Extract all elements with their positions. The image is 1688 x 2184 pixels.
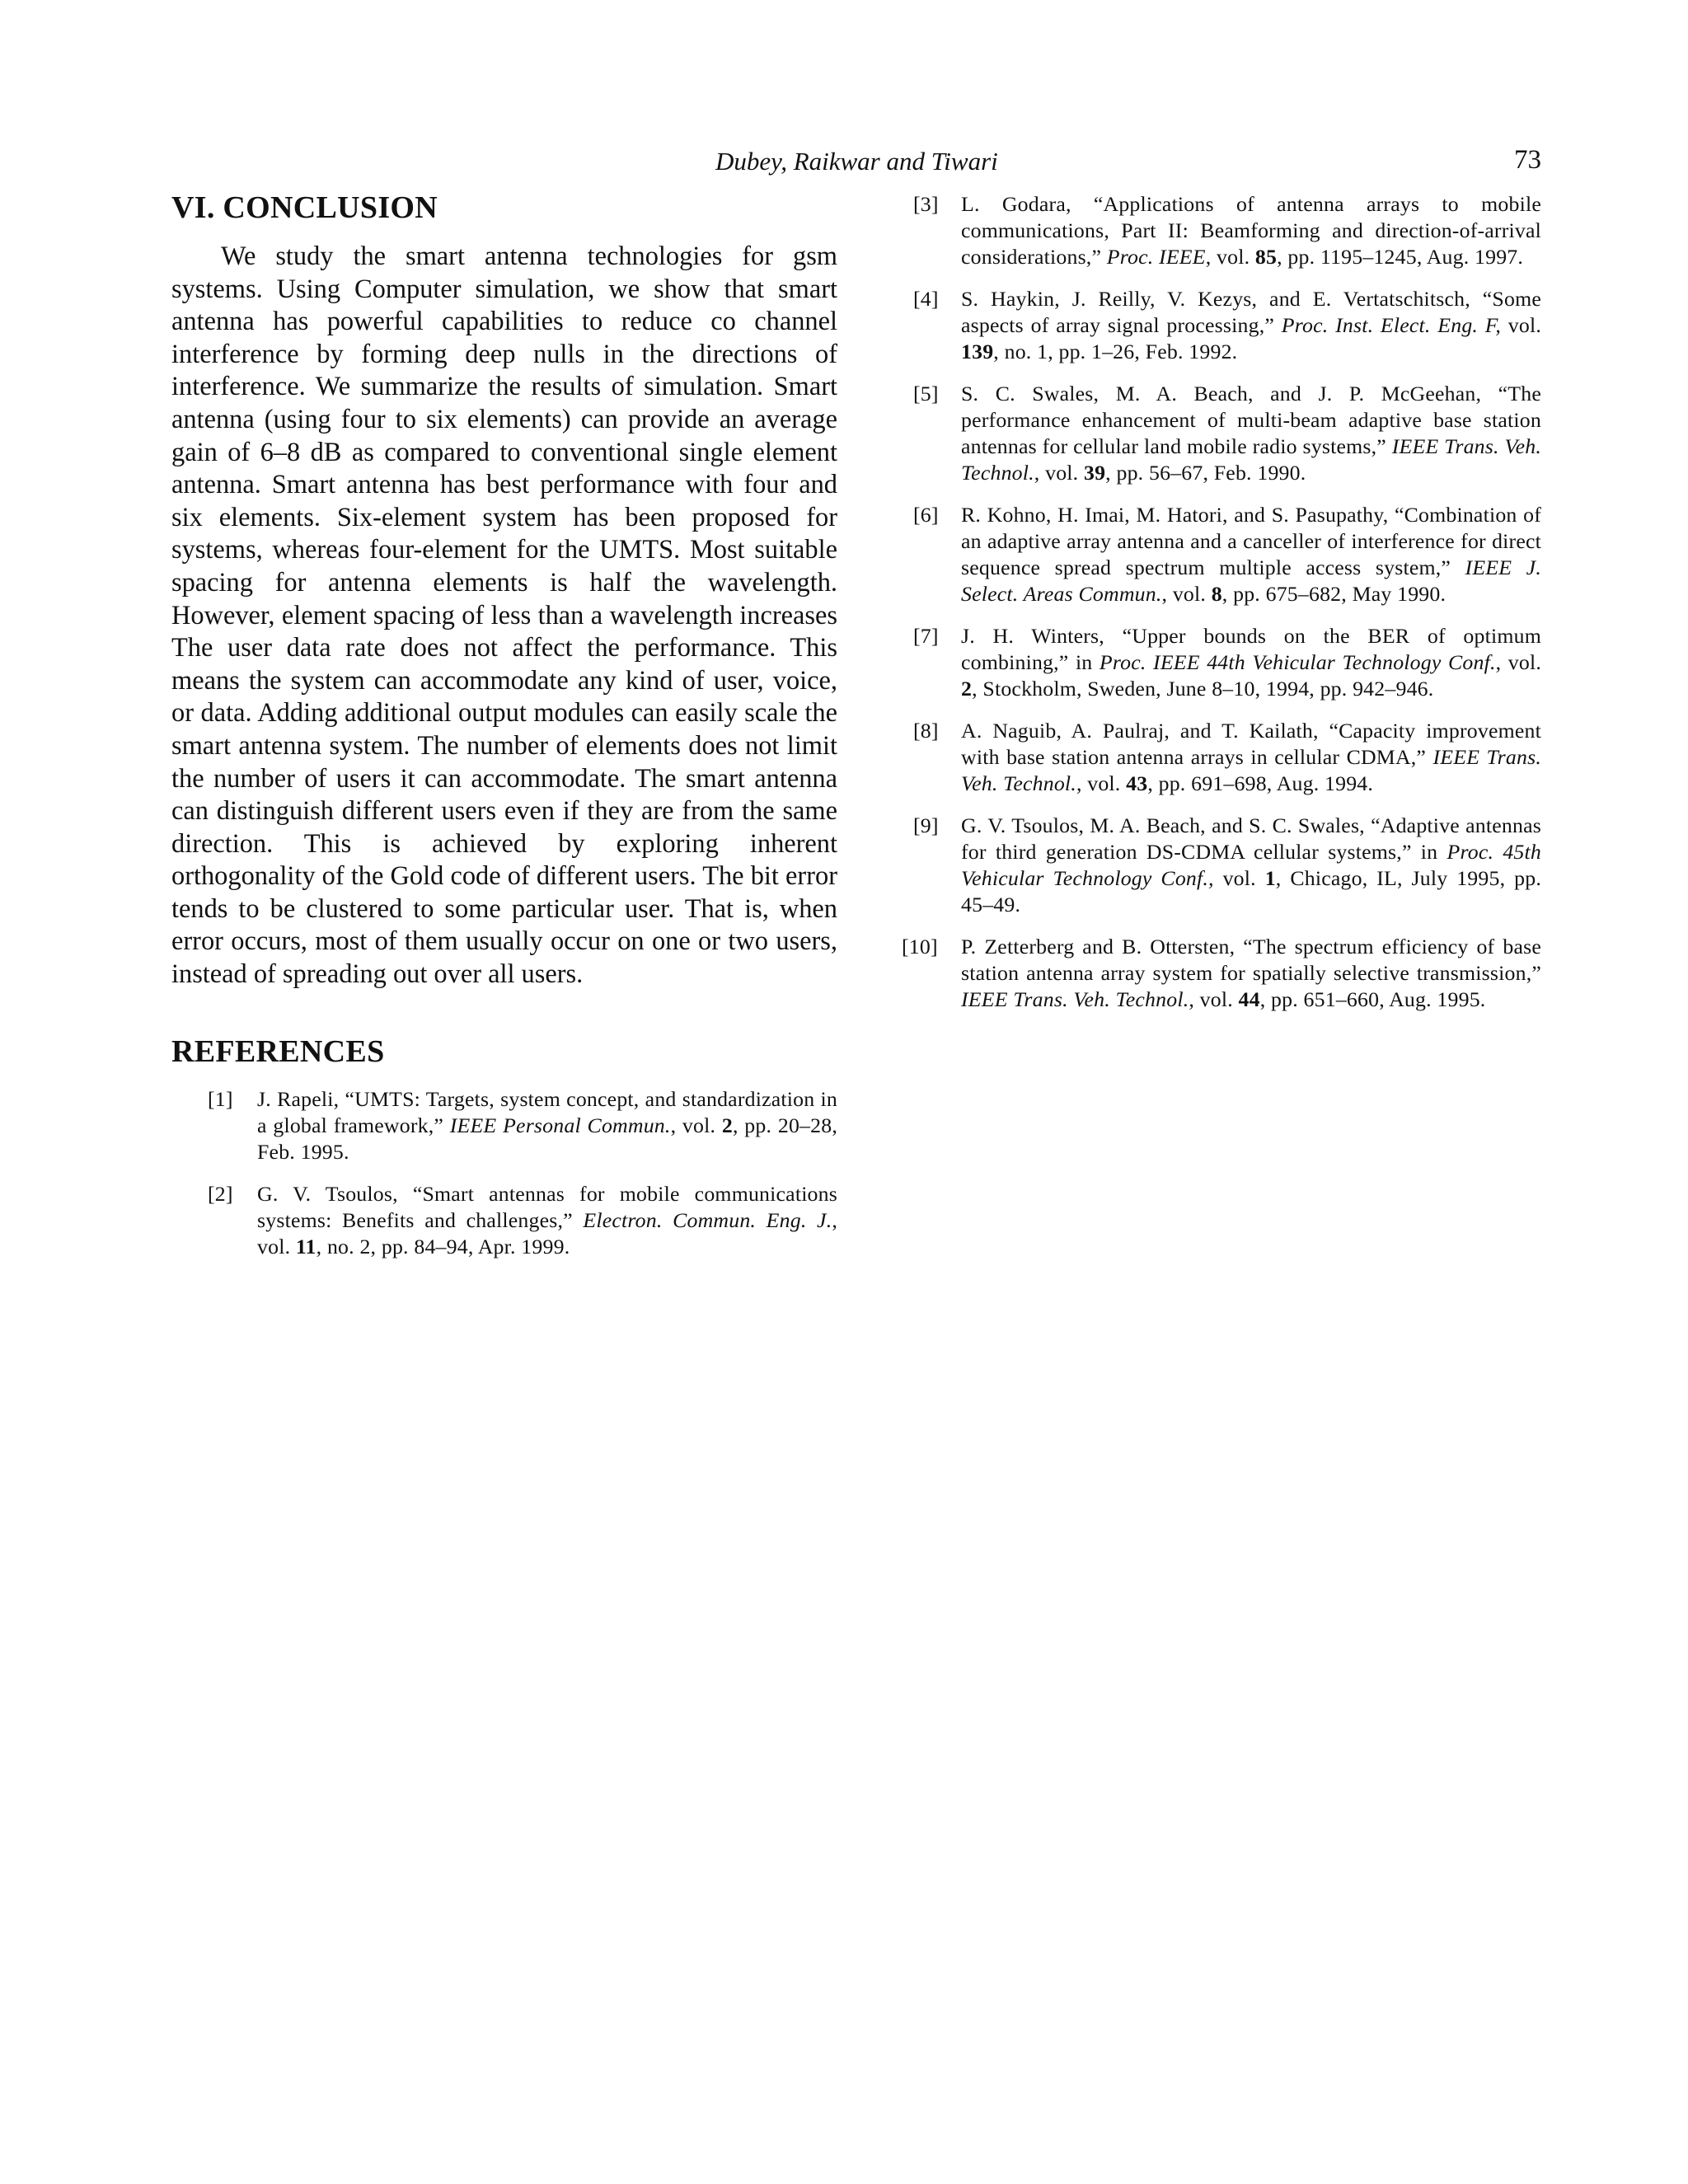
reference-authors: G. V. Tsoulos, M. A. Beach, and S. C. Swales,: [961, 813, 1372, 837]
reference-9: [900, 813, 1541, 918]
reference-authors: A. Naguib, A. Paulraj, and T. Kailath,: [961, 719, 1329, 743]
reference-vol-prefix: , vol.: [1161, 582, 1212, 606]
reference-6: [900, 502, 1541, 607]
reference-4: [900, 286, 1541, 365]
reference-details: , pp. 691–698, Aug. 1994.: [1147, 771, 1374, 795]
reference-authors: G. V. Tsoulos,: [257, 1181, 413, 1206]
reference-number: [10]: [902, 935, 938, 958]
running-header-authors: Dubey, Raikwar and Tiwari: [715, 147, 998, 176]
reference-3: [900, 191, 1541, 270]
reference-details: , pp. 675–682, May 1990.: [1221, 582, 1447, 606]
reference-title: “UMTS: Targets, system concept, and standardization in a global framework,”: [257, 1086, 838, 1137]
reference-volume: 8: [1211, 582, 1222, 606]
reference-authors: S. C. Swales, M. A. Beach, and J. P. McGeehan,: [961, 382, 1498, 405]
references-heading: REFERENCES: [171, 1033, 385, 1069]
reference-volume: 85: [1254, 245, 1278, 269]
reference-authors: L. Godara,: [961, 192, 1094, 216]
page-number: 73: [1514, 145, 1541, 175]
reference-vol-prefix: , vol.: [1076, 771, 1127, 795]
reference-vol-prefix: , vol.: [1034, 461, 1084, 485]
reference-number: [5]: [913, 382, 939, 405]
reference-5: [900, 381, 1541, 486]
reference-venue: IEEE Trans. Veh. Technol.: [961, 987, 1189, 1011]
reference-vol-prefix: , vol.: [1495, 650, 1541, 674]
reference-details: , pp. 651–660, Aug. 1995.: [1259, 987, 1486, 1011]
reference-venue: Proc. 45th Vehicular Technology Conf.,: [961, 840, 1541, 890]
reference-volume: 2: [721, 1113, 733, 1137]
conclusion-paragraph: We study the smart antenna technologies for gsm systems. Using Computer simulation, we show that smart antenna has powerful capabilities to reduce co channel interference by forming deep nulls in the directions of interference. We summarize the results of simulation. Smart antenna (using four to six elements) can provide an average gain of 6–8 dB as compared to conventional single element antenna. Smart antenna has best performance with four and six elements. Six-element system has been proposed for systems, whereas four-element for the UMTS. Most suitable spacing for antenna elements is half the wavelength. However, element spacing of less than a wavelength increases The user data rate does not affect the performance. This means the system can accommodate any kind of user, voice, or data. Adding additional output modules can easily scale the smart antenna system. The number of elements does not limit the number of users it can accommodate. The smart antenna can distinguish different users even if they are from the same direction. This is achieved by exploring inherent orthogonality of the Gold code of different users. The bit error tends to be clustered to some particular user. That is, when error occurs, most of them usually occur on one or two users, instead of spreading out over all users.: [171, 241, 837, 990]
reference-details: , no. 2, pp. 84–94, Apr. 1999.: [316, 1234, 570, 1258]
reference-title: “Applications of antenna arrays to mobile communications, Part II: Beamforming and direction-of-arrival considerations,”: [961, 192, 1541, 269]
reference-details: , Stockholm, Sweden, June 8–10, 1994, pp. 942–946.: [972, 677, 1434, 701]
reference-8: [900, 718, 1541, 797]
reference-title: “Capacity improvement with base station antenna arrays in cellular CDMA,”: [961, 719, 1541, 769]
reference-volume: 44: [1238, 987, 1260, 1011]
reference-title: “The spectrum efficiency of base station antenna array system for spatially selective transmission,”: [961, 935, 1541, 985]
reference-number: [8]: [913, 719, 939, 743]
reference-volume: 139: [961, 340, 994, 363]
conclusion-heading: VI. CONCLUSION: [171, 190, 438, 225]
reference-number: [3]: [913, 192, 939, 216]
reference-vol-prefix: vol.: [1501, 313, 1541, 337]
reference-details: , Chicago, IL, July 1995, pp. 45–49.: [961, 866, 1541, 916]
reference-2: [171, 1181, 837, 1260]
reference-venue: IEEE Trans. Veh. Technol.: [961, 745, 1542, 795]
reference-authors: J. H. Winters,: [961, 624, 1123, 648]
reference-volume: 2: [961, 677, 973, 701]
reference-number: [4]: [913, 287, 939, 311]
reference-volume: 43: [1126, 771, 1148, 795]
reference-title: “Smart antennas for mobile communications systems: Benefits and challenges,”: [257, 1181, 837, 1232]
reference-vol-prefix: , vol.: [257, 1207, 837, 1258]
reference-list-left: [171, 1086, 837, 1260]
reference-venue: Proc. IEEE 44th Vehicular Technology Conf.: [1099, 650, 1496, 674]
reference-volume: 1: [1264, 866, 1276, 890]
reference-details: , pp. 1195–1245, Aug. 1997.: [1277, 245, 1524, 269]
reference-venue: Proc. IEEE: [1106, 245, 1206, 269]
reference-vol-prefix: , vol.: [670, 1113, 722, 1137]
reference-title: “Upper bounds on the BER of optimum combining,” in: [961, 624, 1541, 674]
reference-7: [900, 623, 1541, 702]
reference-venue: Electron. Commun. Eng. J.: [583, 1207, 832, 1232]
reference-venue: Proc. Inst. Elect. Eng. F,: [1281, 313, 1502, 337]
reference-vol-prefix: , vol.: [1205, 245, 1255, 269]
reference-venue: IEEE J. Select. Areas Commun.: [961, 555, 1541, 606]
reference-authors: J. Rapeli,: [257, 1086, 345, 1111]
reference-venue: IEEE Personal Commun.: [449, 1113, 671, 1137]
right-column: [900, 191, 1541, 1013]
left-column: [171, 188, 837, 1260]
reference-authors: P. Zetterberg and B. Ottersten,: [961, 935, 1244, 958]
reference-1: [171, 1086, 837, 1165]
reference-number: [9]: [913, 813, 939, 837]
reference-10: [900, 934, 1541, 1013]
reference-number: [6]: [913, 503, 939, 527]
reference-volume: 11: [295, 1234, 316, 1258]
reference-number: [2]: [208, 1181, 233, 1206]
reference-details: , no. 1, pp. 1–26, Feb. 1992.: [993, 340, 1238, 363]
reference-title: “Combination of an adaptive array antenna and a canceller of interference for direct sequence spread spectrum multiple access system,”: [961, 503, 1542, 579]
reference-title: “Adaptive antennas for third generation DS-CDMA cellular systems,” in: [961, 813, 1541, 864]
reference-title: “The performance enhancement of multi-beam adaptive base station antennas for cellular land mobile radio systems,”: [961, 382, 1541, 458]
reference-authors: S. Haykin, J. Reilly, V. Kezys, and E. Vertatschitsch,: [961, 287, 1483, 311]
reference-title: “Some aspects of array signal processing,”: [961, 287, 1541, 337]
reference-number: [7]: [913, 624, 939, 648]
reference-volume: 39: [1083, 461, 1106, 485]
reference-authors: R. Kohno, H. Imai, M. Hatori, and S. Pasupathy,: [961, 503, 1395, 527]
running-header: [0, 145, 1688, 181]
reference-details: , pp. 56–67, Feb. 1990.: [1105, 461, 1306, 485]
reference-list-right: [900, 191, 1541, 1013]
reference-details: , pp. 20–28, Feb. 1995.: [257, 1113, 837, 1164]
reference-vol-prefix: , vol.: [1189, 987, 1239, 1011]
reference-venue: IEEE Trans. Veh. Technol.: [961, 434, 1541, 485]
reference-number: [1]: [208, 1086, 233, 1111]
reference-vol-prefix: vol.: [1213, 866, 1265, 890]
